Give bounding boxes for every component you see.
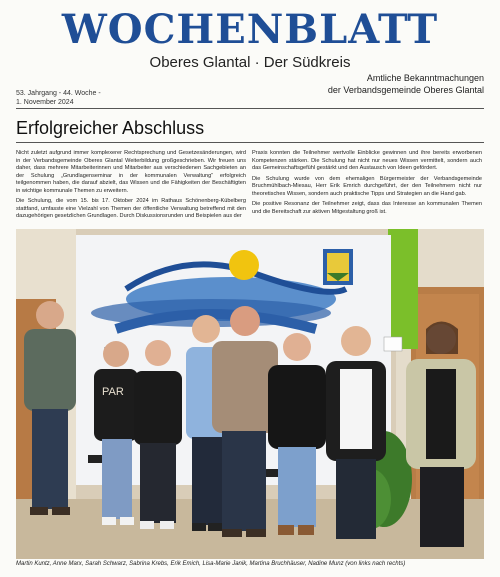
issue-info — [16, 89, 146, 107]
masthead — [0, 8, 500, 71]
headline-divider — [16, 142, 484, 143]
issue-line-2: 1. November 2024 — [16, 99, 74, 106]
newspaper-subtitle: Oberes Glantal · Der Südkreis — [149, 54, 351, 71]
issue-line-1: 53. Jahrgang - 44. Woche - — [16, 90, 101, 97]
masthead-divider — [16, 108, 484, 109]
svg-text:PAR: PAR — [102, 386, 124, 398]
article-column-left — [16, 150, 246, 224]
newspaper-title: WOCHENBLATT — [61, 6, 439, 53]
official-notice — [328, 72, 484, 96]
article-paragraph: Praxis konnten die Teilnehmer wertvolle Einblicke gewinnen und ihre bereits erworbenen Kompetenzen stärken. Die Schulung hat nicht nur neues Wissen vermittelt, sondern auch das Gemeinschaftsgefühl gestärkt und den Austausch von Ideen gefördert. — [252, 150, 482, 171]
group-photo — [16, 229, 484, 559]
notice-line-1: Amtliche Bekanntmachungen — [366, 73, 484, 83]
article-column-right — [252, 150, 482, 219]
article-paragraph: Die Schulung wurde von dem ehemaligen Bürgermeister der Verbandsgemeinde Bruchmühlbach-Miesau, Herr Erik Emrich durchgeführt, der den Teilnehmern nicht nur theoretisches Wissen, sondern auch praktische Tipps und Strategien an die Hand gab. — [252, 175, 482, 197]
notice-line-2: der Verbandsgemeinde Oberes Glantal — [327, 85, 484, 95]
article-paragraph: Nicht zuletzt aufgrund immer komplexerer Rechtsprechung und Gesetzesänderungen, wird in der Verbandsgemeinde Oberes Glantal Weiterbildung großgeschrieben. Wir freuen uns daher, dass mehrere Mitarbeiterinnen und Mitarbeiter aus verschiedenen Sachgebieten an der Schulung „Grundlagenseminar in der kommunalen Verwaltung“ erfolgreich teilgenommen haben, die darauf abzielt, das Wissen und die Fähigkeiten der Beschäftigten in wichtige kommunale Themen zu erweitern. — [16, 150, 246, 194]
photo-caption: Martin Kuntz, Anne Marx, Sarah Schwarz, Sabrina Krebs, Erik Emich, Lisa-Marie Janik, Martina Bruchhäuser, Nadine Munz (von links nach rechts) — [16, 561, 406, 567]
article-paragraph: Die positive Resonanz der Teilnehmer zeigt, dass das Interesse an kommunalen Themen und die Bereitschaft zur aktiven Mitgestaltung groß ist. — [252, 201, 482, 215]
article-headline: Erfolgreicher Abschluss — [16, 118, 205, 138]
article-paragraph: Die Schulung, die vom 15. bis 17. Oktober 2024 im Rathaus Schönenberg-Kübelberg stattfand, umfasste eine Vielzahl von Themen der öffentliche Verwaltung betreffend mit den dazugehörigen gesetzlichen Grundlagen. Durch Diskussionsrunden und Beispielen aus der — [16, 198, 246, 219]
